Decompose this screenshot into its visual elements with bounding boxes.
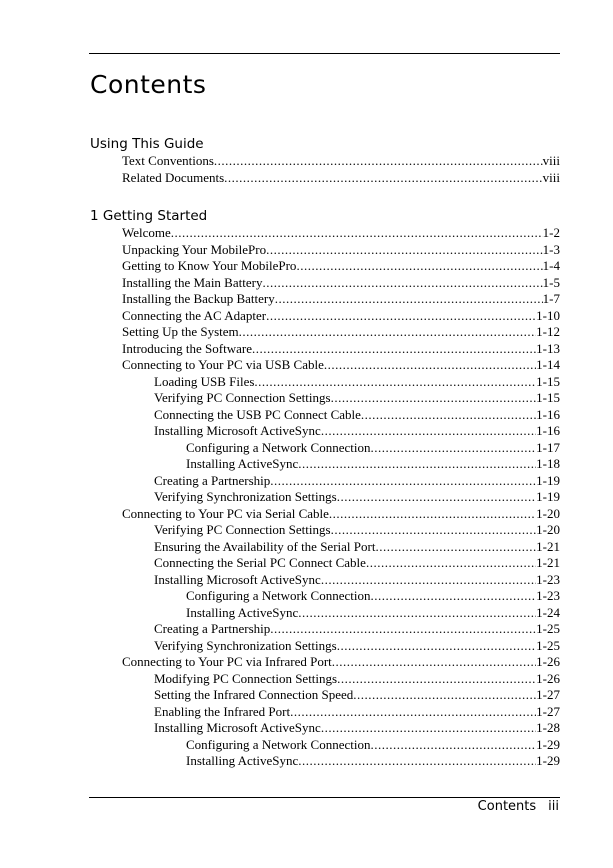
toc-entry-label: Installing ActiveSync	[186, 604, 299, 620]
toc-entry-page: 1-3	[542, 241, 560, 257]
toc-entry[interactable]	[154, 621, 560, 637]
dot-leader	[337, 638, 536, 654]
toc-entry-page: 1-25	[536, 621, 560, 636]
toc-entry[interactable]	[122, 242, 560, 258]
section-heading: 1 Getting Started	[90, 208, 208, 224]
toc-entry-label: Verifying Synchronization Settings	[154, 489, 337, 504]
toc-entry[interactable]	[154, 572, 560, 588]
footer-label: Contents	[477, 799, 537, 814]
toc-entry[interactable]	[154, 374, 560, 390]
toc-entry-page: 1-23	[536, 571, 560, 587]
dot-leader	[290, 704, 536, 720]
toc-entry-page: 1-27	[536, 687, 560, 702]
toc-entry-page: 1-10	[536, 307, 560, 323]
toc-entry-page: 1-7	[542, 291, 560, 306]
dot-leader	[214, 153, 543, 169]
toc-entry-label: Setting Up the System	[122, 324, 239, 339]
toc-entry-page: 1-15	[536, 373, 560, 389]
toc-entry-label: Configuring a Network Connection	[186, 439, 371, 455]
toc-entry-page: 1-29	[536, 753, 560, 768]
dot-leader	[239, 324, 537, 340]
toc-entry[interactable]	[122, 654, 560, 670]
toc-entry[interactable]	[122, 341, 560, 357]
toc-entry[interactable]	[122, 258, 560, 274]
dot-leader	[361, 407, 536, 423]
top-rule	[89, 53, 560, 54]
dot-leader	[171, 225, 543, 241]
toc-entry[interactable]	[122, 170, 560, 186]
toc-entry-page: viii	[542, 169, 560, 185]
toc-entry-page: 1-12	[536, 324, 560, 339]
toc-entry[interactable]	[122, 291, 560, 307]
dot-leader	[371, 588, 537, 604]
toc-entry[interactable]	[186, 753, 560, 769]
dot-leader	[296, 258, 542, 274]
toc-entry-page: 1-24	[536, 604, 560, 620]
page-title: Contents	[90, 70, 207, 99]
toc-entry-page: 1-17	[536, 439, 560, 455]
dot-leader	[298, 456, 536, 472]
toc-entry-label: Installing ActiveSync	[186, 456, 299, 471]
toc-entry-label: Ensuring the Availability of the Serial Port	[154, 538, 376, 554]
toc-entry-page: 1-28	[536, 720, 560, 735]
toc-entry-page: 1-18	[536, 456, 560, 471]
toc-entry[interactable]	[154, 687, 560, 703]
toc-entry-label: Welcome	[122, 225, 171, 240]
dot-leader	[337, 671, 536, 687]
toc-entry[interactable]	[122, 324, 560, 340]
toc-entry-page: 1-20	[536, 505, 560, 521]
toc-entry-page: 1-16	[536, 423, 560, 438]
dot-leader	[321, 423, 536, 439]
toc-entry[interactable]	[122, 153, 560, 169]
toc-entry-label: Related Documents	[122, 169, 225, 185]
dot-leader	[298, 753, 536, 769]
dot-leader	[321, 572, 536, 588]
toc-entry-label: Installing Microsoft ActiveSync	[154, 571, 321, 587]
toc-entry[interactable]	[122, 506, 560, 522]
toc-entry-label: Enabling the Infrared Port	[154, 703, 291, 719]
toc-entry[interactable]	[154, 555, 560, 571]
toc-entry-label: Connecting the Serial PC Connect Cable	[154, 555, 366, 570]
section-heading: Using This Guide	[90, 136, 204, 152]
toc-entry[interactable]	[154, 522, 560, 538]
toc-entry[interactable]	[154, 720, 560, 736]
toc-entry-page: 1-27	[536, 703, 560, 719]
footer-page-number: iii	[548, 799, 559, 814]
toc-entry[interactable]	[122, 275, 560, 291]
toc-entry[interactable]	[122, 308, 560, 324]
toc-entry-label: Installing Microsoft ActiveSync	[154, 423, 321, 438]
dot-leader	[224, 170, 542, 186]
toc-entry[interactable]	[154, 390, 560, 406]
toc-entry[interactable]	[154, 638, 560, 654]
toc-entry-label: Connecting to Your PC via Serial Cable	[122, 505, 329, 521]
dot-leader	[375, 539, 536, 555]
dot-leader	[275, 291, 543, 307]
toc-entry-label: Setting the Infrared Connection Speed	[154, 687, 354, 702]
toc-entry-page: 1-20	[536, 522, 560, 537]
toc-entry-label: Unpacking Your MobilePro	[122, 241, 267, 257]
toc-entry[interactable]	[154, 539, 560, 555]
toc-entry-page: 1-13	[536, 340, 560, 356]
dot-leader	[331, 522, 537, 538]
dot-leader	[331, 390, 537, 406]
toc-entry-page: viii	[542, 153, 560, 168]
dot-leader	[252, 341, 536, 357]
toc-entry-label: Creating a Partnership	[154, 472, 271, 488]
dot-leader	[266, 308, 536, 324]
toc-entry-label: Configuring a Network Connection	[186, 736, 371, 752]
toc-entry[interactable]	[186, 456, 560, 472]
dot-leader	[298, 605, 536, 621]
dot-leader	[324, 357, 536, 373]
toc-entry-label: Connecting to Your PC via USB Cable	[122, 357, 324, 372]
toc-entry-label: Connecting the AC Adapter	[122, 307, 267, 323]
toc-entry-page: 1-19	[536, 472, 560, 488]
page-footer	[466, 799, 559, 814]
toc-entry-label: Verifying PC Connection Settings	[154, 522, 331, 537]
toc-entry-page: 1-5	[542, 274, 560, 290]
toc-entry-label: Connecting to Your PC via Infrared Port	[122, 654, 332, 669]
toc-entry-label: Installing the Main Battery	[122, 274, 263, 290]
toc-entry-label: Installing Microsoft ActiveSync	[154, 720, 321, 735]
toc-entry-page: 1-14	[536, 357, 560, 372]
toc-entry[interactable]	[122, 225, 560, 241]
toc-entry-label: Text Conventions	[122, 153, 214, 168]
dot-leader	[353, 687, 536, 703]
toc-entry-label: Introducing the Software	[122, 340, 252, 356]
toc-entry[interactable]	[186, 737, 560, 753]
dot-leader	[262, 275, 542, 291]
dot-leader	[270, 473, 536, 489]
toc-entry-label: Connecting the USB PC Connect Cable	[154, 406, 361, 422]
toc-entry[interactable]	[186, 588, 560, 604]
toc-entry-label: Verifying PC Connection Settings	[154, 390, 331, 405]
toc-entry-page: 1-26	[536, 670, 560, 686]
dot-leader	[254, 374, 536, 390]
toc-entry-label: Loading USB Files	[154, 373, 255, 389]
toc-entry-label: Installing ActiveSync	[186, 753, 299, 768]
toc-entry-page: 1-26	[536, 654, 560, 669]
toc-entry[interactable]	[122, 357, 560, 373]
toc-entry-page: 1-25	[536, 637, 560, 653]
dot-leader	[371, 737, 537, 753]
toc-entry-page: 1-23	[536, 588, 560, 603]
dot-leader	[337, 489, 536, 505]
toc-entry-page: 1-29	[536, 736, 560, 752]
toc-entry-label: Modifying PC Connection Settings	[154, 670, 338, 686]
toc-entry-page: 1-21	[536, 555, 560, 570]
toc-entry-label: Configuring a Network Connection	[186, 588, 371, 603]
toc-entry[interactable]	[154, 473, 560, 489]
dot-leader	[332, 654, 536, 670]
bottom-rule	[89, 797, 560, 798]
dot-leader	[329, 506, 536, 522]
toc-entry-page: 1-19	[536, 489, 560, 504]
toc-entry[interactable]	[154, 423, 560, 439]
toc-entry[interactable]	[154, 489, 560, 505]
toc-entry[interactable]	[186, 440, 560, 456]
toc-entry-label: Getting to Know Your MobilePro	[122, 258, 297, 273]
toc-entry-page: 1-21	[536, 538, 560, 554]
toc-entry-page: 1-16	[536, 406, 560, 422]
toc-entry[interactable]	[154, 704, 560, 720]
toc-entry[interactable]	[154, 407, 560, 423]
dot-leader	[266, 242, 543, 258]
toc-entry-page: 1-15	[536, 390, 560, 405]
dot-leader	[321, 720, 536, 736]
dot-leader	[366, 555, 536, 571]
toc-entry-label: Installing the Backup Battery	[122, 291, 275, 306]
toc-entry-label: Creating a Partnership	[154, 621, 271, 636]
toc-entry-page: 1-4	[542, 258, 560, 273]
dot-leader	[371, 440, 537, 456]
toc-entry[interactable]	[186, 605, 560, 621]
toc-entry-page: 1-2	[542, 225, 560, 240]
dot-leader	[270, 621, 536, 637]
toc-entry[interactable]	[154, 671, 560, 687]
toc-entry-label: Verifying Synchronization Settings	[154, 637, 337, 653]
